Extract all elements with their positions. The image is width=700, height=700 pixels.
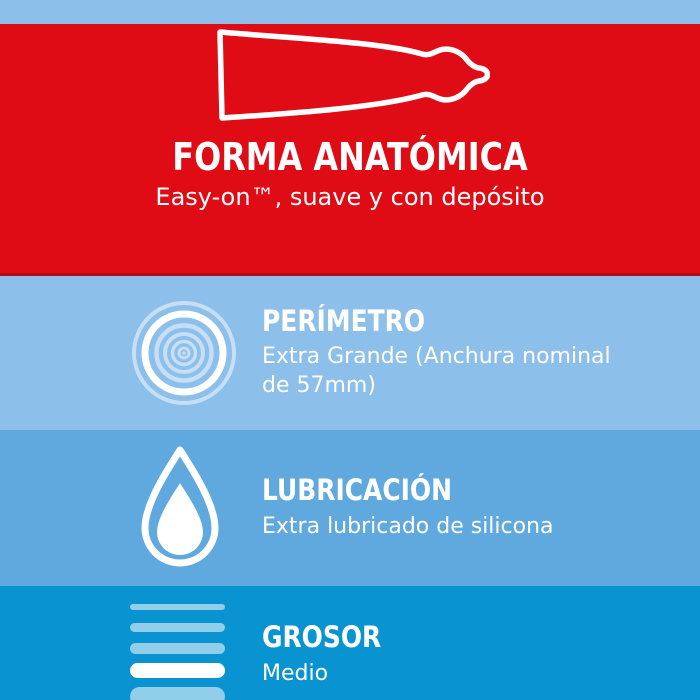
feature-thickness bbox=[0, 586, 700, 700]
header-section bbox=[0, 24, 700, 276]
lubrication-icon-column bbox=[0, 443, 262, 573]
thickness-description: Medio bbox=[262, 660, 329, 686]
perimeter-icon-column bbox=[0, 299, 262, 407]
thickness-bars-icon bbox=[130, 604, 225, 700]
perimeter-text-column bbox=[262, 303, 700, 401]
feature-perimeter bbox=[0, 276, 700, 430]
lubrication-text-column bbox=[262, 475, 700, 541]
thickness-title: GROSOR bbox=[262, 620, 382, 655]
page-title: FORMA ANATÓMICA bbox=[172, 135, 528, 179]
lubrication-title: LUBRICACIÓN bbox=[262, 473, 453, 508]
feature-lubrication bbox=[0, 430, 700, 586]
perimeter-title: PERÍMETRO bbox=[262, 303, 426, 338]
concentric-circles-icon bbox=[130, 299, 238, 407]
water-drop-icon bbox=[130, 443, 230, 573]
thickness-text-column bbox=[262, 622, 700, 688]
perimeter-description: Extra Grande (Anchura nominal de 57mm) bbox=[262, 344, 611, 399]
condom-outline-icon bbox=[210, 24, 490, 128]
thickness-icon-column bbox=[0, 604, 262, 700]
lubrication-description: Extra lubricado de silicona bbox=[262, 513, 554, 539]
header-subtitle: Easy-on™, suave y con depósito bbox=[155, 182, 545, 211]
